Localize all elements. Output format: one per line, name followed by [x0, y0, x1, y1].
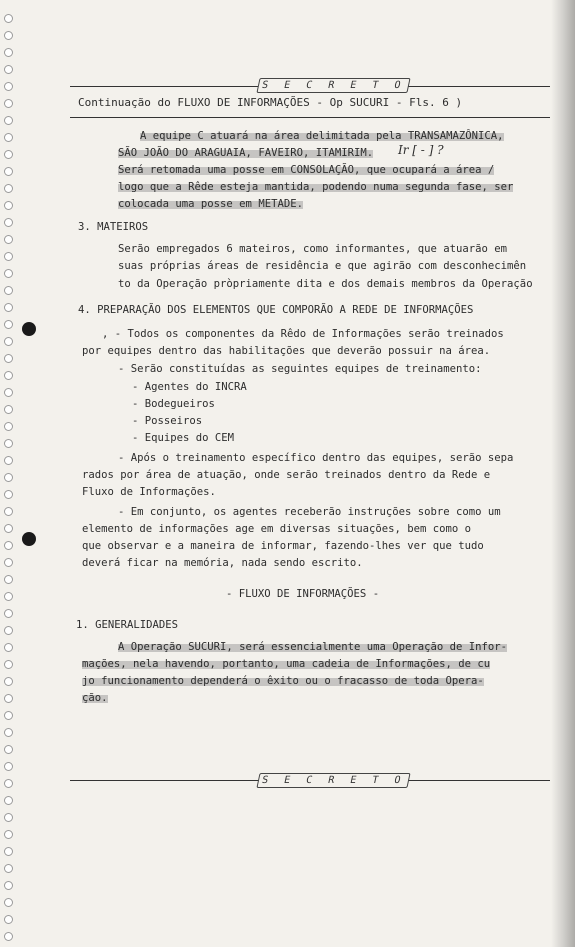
section-line: - Em conjunto, os agentes receberão instruções sobre como um: [118, 506, 501, 518]
para-line: logo que a Rêde esteja mantida, podendo numa segunda fase, ser: [118, 181, 514, 193]
section-line: Fluxo de Informações.: [82, 486, 216, 498]
binder-hole: [4, 150, 13, 159]
secret-stamp-top: S E C R E T O: [256, 78, 410, 93]
gen-line: mações, nela havendo, portanto, uma cadeia de Informações, de cu: [82, 658, 491, 670]
binder-hole: [4, 830, 13, 839]
binder-hole: [4, 133, 13, 142]
binder-hole: [4, 422, 13, 431]
binder-hole: [4, 99, 13, 108]
binder-hole: [4, 711, 13, 720]
handwritten-note: Ir [ - ] ?: [398, 143, 444, 157]
section-line: to da Operação pròpriamente dita e dos demais membros da Operação: [118, 278, 533, 290]
page-edge-shadow: [551, 0, 575, 947]
section-line: - Após o treinamento específico dentro das equipes, serão sepa: [118, 452, 514, 464]
list-item: - Agentes do INCRA: [132, 381, 247, 393]
binder-hole: [4, 694, 13, 703]
header-rule: [70, 117, 550, 118]
section-line: Serão empregados 6 mateiros, como informantes, que atuarão em: [118, 243, 508, 255]
gen-line: jo funcionamento dependerá o êxito ou o fracasso de toda Opera-: [82, 675, 484, 687]
list-item: - Posseiros: [132, 415, 203, 427]
binder-hole: [4, 847, 13, 856]
binder-hole: [4, 558, 13, 567]
binder-hole: [4, 456, 13, 465]
binder-hole: [4, 915, 13, 924]
binder-hole: [4, 439, 13, 448]
binder-hole: [4, 167, 13, 176]
binder-hole: [4, 728, 13, 737]
binder-hole: [4, 320, 13, 329]
binder-hole: [4, 541, 13, 550]
para-line: SÃO JOÃO DO ARAGUAIA, FAVEIRO, ITAMIRIM.: [118, 147, 374, 159]
binder-hole: [4, 201, 13, 210]
section-line: deverá ficar na memória, nada sendo escrito.: [82, 557, 363, 569]
binder-hole: [4, 48, 13, 57]
section-line: - Serão constituídas as seguintes equipes de treinamento:: [118, 363, 482, 375]
section-title: 1. GENERALIDADES: [76, 619, 179, 631]
binder-hole: [4, 218, 13, 227]
list-item: - Equipes do CEM: [132, 432, 235, 444]
binder-hole: [4, 643, 13, 652]
binder-hole: [4, 371, 13, 380]
section-line: que observar e a maneira de informar, fazendo-lhes ver que tudo: [82, 540, 484, 552]
binder-hole: [4, 490, 13, 499]
binder-hole: [4, 473, 13, 482]
binder-hole: [4, 592, 13, 601]
binder-hole: [4, 116, 13, 125]
binder-hole: [4, 303, 13, 312]
section-title: 3. MATEIROS: [78, 221, 149, 233]
page-header: Continuação do FLUXO DE INFORMAÇÕES - Op SUCURI - Fls. 6 ): [78, 96, 463, 109]
gen-line: A Operação SUCURI, será essencialmente uma Operação de Infor-: [118, 641, 508, 653]
binder-hole: [4, 898, 13, 907]
binder-hole: [4, 184, 13, 193]
para-line: colocada uma posse em METADE.: [118, 198, 303, 210]
binder-hole: [4, 609, 13, 618]
binder-hole: [4, 779, 13, 788]
secret-stamp-bottom: S E C R E T O: [256, 773, 410, 788]
binder-hole: [4, 881, 13, 890]
binder-hole: [4, 31, 13, 40]
binder-hole: [4, 745, 13, 754]
punch-hole: [22, 322, 36, 336]
binder-hole: [4, 405, 13, 414]
binder-hole: [4, 388, 13, 397]
binder-hole: [4, 677, 13, 686]
binder-hole: [4, 14, 13, 23]
binder-hole: [4, 507, 13, 516]
section-line: por equipes dentro das habilitações que deverão possuir na área.: [82, 345, 491, 357]
binder-hole: [4, 65, 13, 74]
binder-hole: [4, 626, 13, 635]
list-item: - Bodegueiros: [132, 398, 215, 410]
binder-hole: [4, 252, 13, 261]
binder-holes: [0, 0, 18, 947]
binder-hole: [4, 762, 13, 771]
binder-hole: [4, 864, 13, 873]
binder-hole: [4, 813, 13, 822]
binder-hole: [4, 82, 13, 91]
section-line: , - Todos os componentes da Rêdo de Informações serão treinados: [102, 328, 504, 340]
binder-hole: [4, 235, 13, 244]
punch-hole: [22, 532, 36, 546]
gen-line: ção.: [82, 692, 108, 704]
section-line: elemento de informações age em diversas situações, bem como o: [82, 523, 472, 535]
para-line: Será retomada uma posse em CONSOLAÇÃO, que ocupará a área /: [118, 164, 495, 176]
binder-hole: [4, 524, 13, 533]
fluxo-title: - FLUXO DE INFORMAÇÕES -: [226, 588, 380, 600]
binder-hole: [4, 660, 13, 669]
binder-hole: [4, 269, 13, 278]
binder-hole: [4, 354, 13, 363]
binder-hole: [4, 575, 13, 584]
section-line: suas próprias áreas de residência e que agirão com desconhecimên: [118, 260, 527, 272]
para-line: A equipe C atuará na área delimitada pela TRANSAMAZÔNICA,: [140, 130, 504, 142]
binder-hole: [4, 932, 13, 941]
section-title: 4. PREPARAÇÃO DOS ELEMENTOS QUE COMPORÃO A REDE DE INFORMAÇÕES: [78, 304, 474, 316]
section-line: rados por área de atuação, onde serão treinados dentro da Rede e: [82, 469, 491, 481]
binder-hole: [4, 796, 13, 805]
binder-hole: [4, 337, 13, 346]
binder-hole: [4, 286, 13, 295]
